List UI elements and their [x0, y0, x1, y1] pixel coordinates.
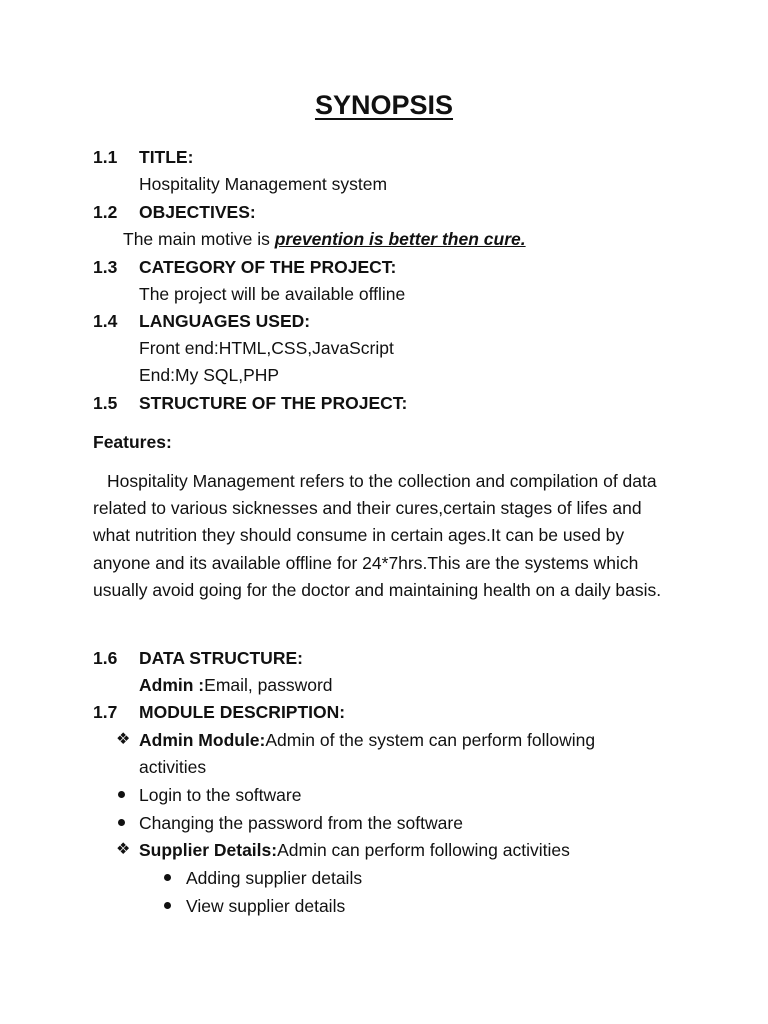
- languages-backend: End:My SQL,PHP: [139, 365, 280, 385]
- section-number: 1.4: [93, 311, 118, 331]
- section-heading-title: TITLE:: [139, 147, 194, 167]
- admin-module-text-cont: activities: [139, 757, 207, 777]
- supplier-line: [139, 839, 570, 861]
- section-number: 1.6: [93, 648, 118, 668]
- admin-module-text: Admin of the system can perform following: [265, 730, 596, 750]
- objectives-text: [123, 228, 526, 250]
- section-number: 1.2: [93, 202, 118, 222]
- section-number: 1.7: [93, 702, 118, 722]
- languages-frontend: Front end:HTML,CSS,JavaScript: [139, 338, 394, 358]
- bullet-icon: [118, 791, 125, 798]
- admin-fields: Email, password: [204, 675, 333, 695]
- list-item: View supplier details: [186, 896, 346, 916]
- section-heading-data-structure: DATA STRUCTURE:: [139, 648, 303, 668]
- objectives-lead: The main motive is: [123, 229, 275, 249]
- supplier-label: Supplier Details:: [139, 840, 278, 860]
- section-number: 1.5: [93, 393, 118, 413]
- admin-module-label: Admin Module:: [139, 730, 266, 750]
- features-paragraph: Hospitality Management refers to the collection and compilation of data related to various sicknesses and their cures,certain stages of lifes and what nutrition they should consume in certain ages.It can be used by anyone and its available offline for 24*7hrs.This are the systems which usually avoid going for the doctor and maintaining health on a daily basis.: [93, 471, 662, 600]
- section-number: 1.3: [93, 257, 118, 277]
- admin-module-line: [139, 729, 595, 751]
- category-text: The project will be available offline: [139, 284, 406, 304]
- diamond-bullet-icon: ❖: [116, 731, 131, 748]
- admin-label: Admin :: [139, 675, 205, 695]
- bullet-icon: [164, 874, 171, 881]
- list-item: Adding supplier details: [186, 868, 363, 888]
- section-number: 1.1: [93, 147, 118, 167]
- supplier-text: Admin can perform following activities: [277, 840, 570, 860]
- bullet-icon: [118, 819, 125, 826]
- objectives-emphasis: prevention is better then cure.: [274, 229, 526, 249]
- section-heading-languages: LANGUAGES USED:: [139, 311, 311, 331]
- section-heading-category: CATEGORY OF THE PROJECT:: [139, 257, 397, 277]
- data-structure-text: [139, 674, 333, 696]
- section-heading-objectives: OBJECTIVES:: [139, 202, 256, 222]
- title-text: Hospitality Management system: [139, 174, 388, 194]
- section-heading-structure: STRUCTURE OF THE PROJECT:: [139, 393, 408, 413]
- section-heading-module: MODULE DESCRIPTION:: [139, 702, 346, 722]
- diamond-bullet-icon: ❖: [116, 841, 131, 858]
- bullet-icon: [164, 902, 171, 909]
- features-heading: Features:: [93, 432, 172, 452]
- page-title: SYNOPSIS: [314, 90, 454, 120]
- list-item: Changing the password from the software: [139, 813, 463, 833]
- list-item: Login to the software: [139, 785, 302, 805]
